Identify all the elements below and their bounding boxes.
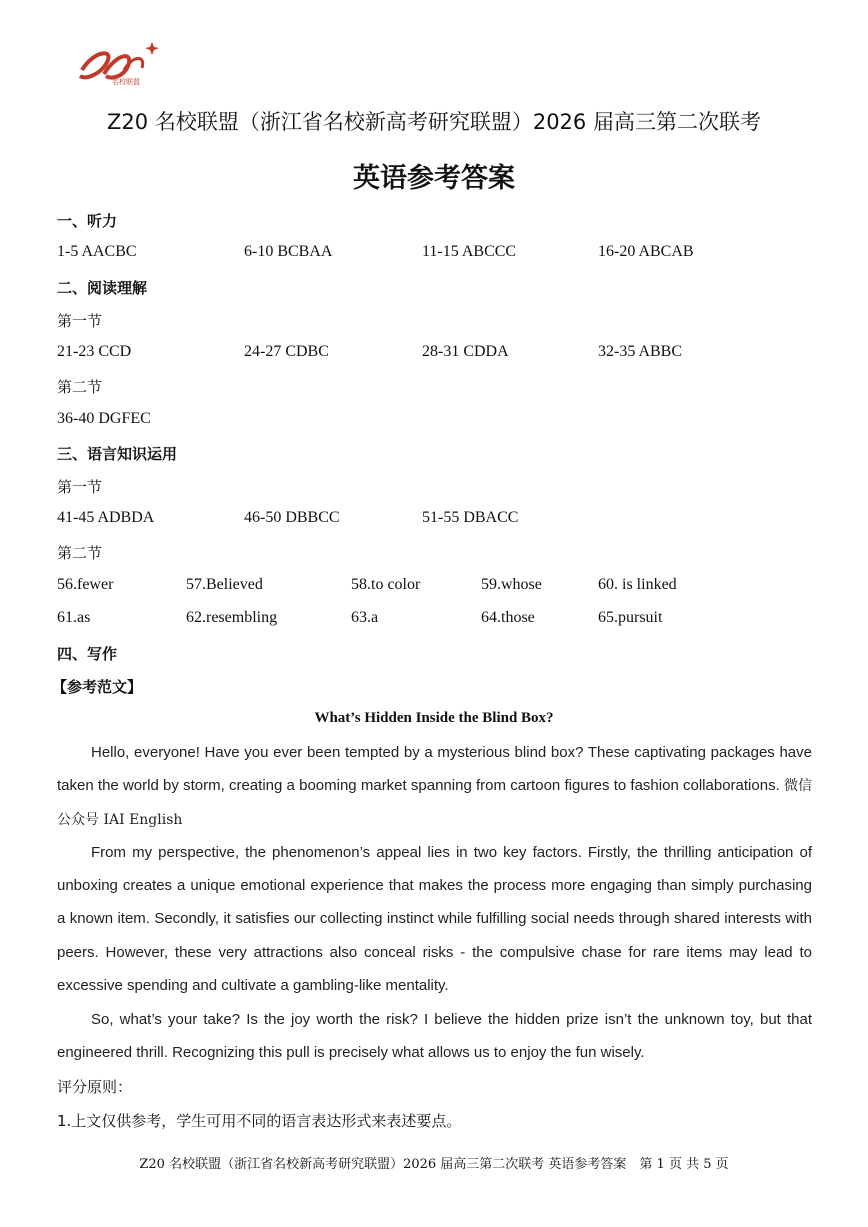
fill-answer: 57.Believed bbox=[186, 576, 263, 593]
part-label: 第一节 bbox=[57, 478, 103, 496]
answer-group: 1-5 AACBC bbox=[57, 243, 137, 260]
answer-group: 16-20 ABCAB bbox=[598, 243, 694, 260]
part-label: 第二节 bbox=[57, 544, 103, 562]
answer-group: 28-31 CDDA bbox=[422, 343, 509, 360]
part-label: 第一节 bbox=[57, 312, 103, 330]
fill-answer: 62.resembling bbox=[186, 609, 278, 626]
answer-group: 36-40 DGFEC bbox=[57, 410, 151, 427]
fill-answer: 58.to color bbox=[351, 576, 421, 593]
essay-title: What’s Hidden Inside the Blind Box? bbox=[314, 710, 554, 726]
fill-answer: 59.whose bbox=[481, 576, 542, 593]
answer-group: 32-35 ABBC bbox=[598, 343, 683, 360]
essay-paragraph bbox=[57, 736, 812, 838]
essay-paragraph-text: From my perspective, the phenomenon’s appeal lies in two key factors. Firstly, the thrilling anticipation of unboxing creates a unique emotional experience that makes the process more engaging than simply purchasing a known item. Secondly, it satisfies our collecting instinct while fulfilling social needs through shared interests with peers. However, these very attractions also conceal risks - the compulsive chase for rare items may lead to excessive spending and cultivate a gambling-like mentality. bbox=[57, 844, 812, 994]
fill-answer: 61.as bbox=[57, 609, 91, 626]
fill-answer: 65.pursuit bbox=[598, 609, 663, 626]
answer-group: 51-55 DBACC bbox=[422, 509, 519, 526]
section-listening-heading: 一、听力 bbox=[57, 212, 118, 230]
exam-title: Z20 名校联盟（浙江省名校新高考研究联盟）2026 届高三第二次联考 bbox=[107, 110, 761, 134]
scoring-criteria-label: 评分原则： bbox=[57, 1078, 133, 1096]
scoring-criterion: 1.上文仅供参考，学生可用不同的语言表达形式来表述要点。 bbox=[57, 1112, 462, 1130]
fill-answer: 60. is linked bbox=[598, 576, 677, 593]
document-title: 英语参考答案 bbox=[353, 163, 515, 194]
essay-paragraph bbox=[57, 1003, 812, 1069]
answer-group: 11-15 ABCCC bbox=[422, 243, 517, 260]
logo-caption: 名校联盟 bbox=[112, 78, 140, 86]
fill-answer: 64.those bbox=[481, 609, 535, 626]
essay-paragraph-text: Hello, everyone! Have you ever been tempted by a mysterious blind box? These captivating packages have taken the world by storm, creating a booming market spanning from cartoon figures to fashion collaborations. bbox=[57, 744, 812, 795]
page-footer: Z20 名校联盟（浙江省名校新高考研究联盟）2026 届高三第二次联考 英语参考答案 第 1 页 共 5 页 bbox=[139, 1157, 729, 1172]
part-label: 第二节 bbox=[57, 378, 103, 396]
essay-paragraph-text: So, what’s your take? Is the joy worth the risk? I believe the hidden prize isn’t the unknown toy, but that engineered thrill. Recognizing this pull is precisely what allows us to enjoy the fun wisely. bbox=[57, 1011, 812, 1062]
essay-paragraph bbox=[57, 836, 812, 1002]
sample-essay-label: 【参考范文】 bbox=[52, 678, 143, 696]
answer-group: 46-50 DBBCC bbox=[244, 509, 340, 526]
answer-group: 21-23 CCD bbox=[57, 343, 132, 360]
answer-group: 41-45 ADBDA bbox=[57, 509, 155, 526]
section-language-heading: 三、语言知识运用 bbox=[57, 445, 178, 463]
answer-group: 24-27 CDBC bbox=[244, 343, 329, 360]
section-reading-heading: 二、阅读理解 bbox=[57, 279, 148, 297]
watermark-text: 微信公众号 IAI English bbox=[57, 778, 812, 829]
answer-group: 6-10 BCBAA bbox=[244, 243, 333, 260]
fill-answer: 56.fewer bbox=[57, 576, 114, 593]
fill-answer: 63.a bbox=[351, 609, 379, 626]
section-writing-heading: 四、写作 bbox=[57, 645, 118, 663]
